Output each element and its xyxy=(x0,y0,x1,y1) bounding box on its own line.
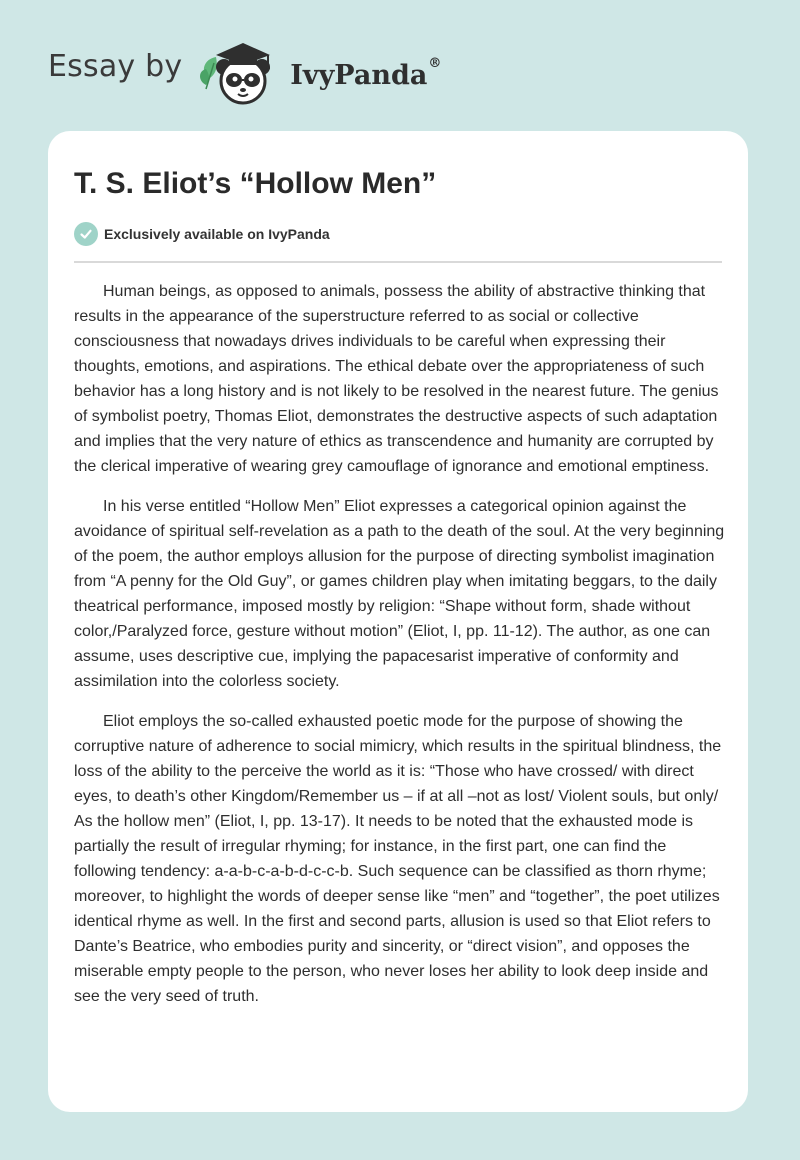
site-header xyxy=(48,34,441,114)
brand-name[interactable]: IvyPanda® xyxy=(290,55,442,91)
paragraph: Human beings, as opposed to animals, possess the ability of abstractive thinking that results in the appearance of the superstructure referred to as social or collective consciousness that nowadays drives individuals to be careful when expressing their thoughts, emotions, and aspirations. The ethical debate over the appropriateness of such behavior has a long history and is not likely to be resolved in the nearest future. The genius of symbolist poetry, Thomas Eliot, demonstrates the destructive aspects of such adaptation and implies that the very nature of ethics as transcendence and humanity are corrupted by the clerical imperative of wearing grey camouflage of ignorance and emotional emptiness. xyxy=(74,283,719,475)
exclusive-badge xyxy=(74,222,330,246)
essay-by-label: Essay by xyxy=(48,48,183,84)
exclusive-label: Exclusively available on IvyPanda xyxy=(104,226,330,242)
divider xyxy=(74,261,722,263)
paragraph: In his verse entitled “Hollow Men” Eliot expresses a categorical opinion against the avoidance of spiritual self-revelation as a path to the death of the soul. At the very beginning of the poem, the author employs allusion for the purpose of directing symbolist imagination from “A penny for the Old Guy”, or games children play when imitating beggars, to the daily theatrical performance, imposed mostly by religion: “Shape without form, shade without color,/Paralyzed force, gesture without motion” (Eliot, I, pp. 11-12). The author, as one can assume, uses descriptive cue, implying the papacesarist imperative of conformity and assimilation into the colorless society. xyxy=(74,498,725,690)
registered-mark: ® xyxy=(428,55,442,71)
panda-logo-icon[interactable] xyxy=(196,33,284,112)
essay-body xyxy=(74,279,726,1024)
essay-card xyxy=(48,131,748,1112)
essay-title: T. S. Eliot’s “Hollow Men” xyxy=(74,167,437,200)
check-circle-icon xyxy=(74,222,98,246)
paragraph: Eliot employs the so-called exhausted poetic mode for the purpose of showing the corruptive nature of adherence to social mimicry, which results in the spiritual blindness, the loss of the ability to the perceive the world as it is: “Those who have crossed/ with direct eyes, to death’s other Kingdom/Remember us – if at all –not as lost/ Violent souls, but only/ As the hollow men” (Eliot, I, pp. 13-17). It needs to be noted that the exhausted mode is partially the result of irregular rhyming; for instance, in the first part, one can find the following tendency: a-a-b-c-a-b-d-c-c-b. Such sequence can be classified as thorn rhyme; moreover, to highlight the words of deeper sense like “men” and “together”, the poet utilizes identical rhyme as well. In the first and second parts, allusion is used so that Eliot refers to Dante’s Beatrice, who embodies purity and sincerity, or “direct vision”, and opposes the miserable empty people to the person, who never loses her ability to look deep inside and see the very seed of truth. xyxy=(74,713,722,1005)
